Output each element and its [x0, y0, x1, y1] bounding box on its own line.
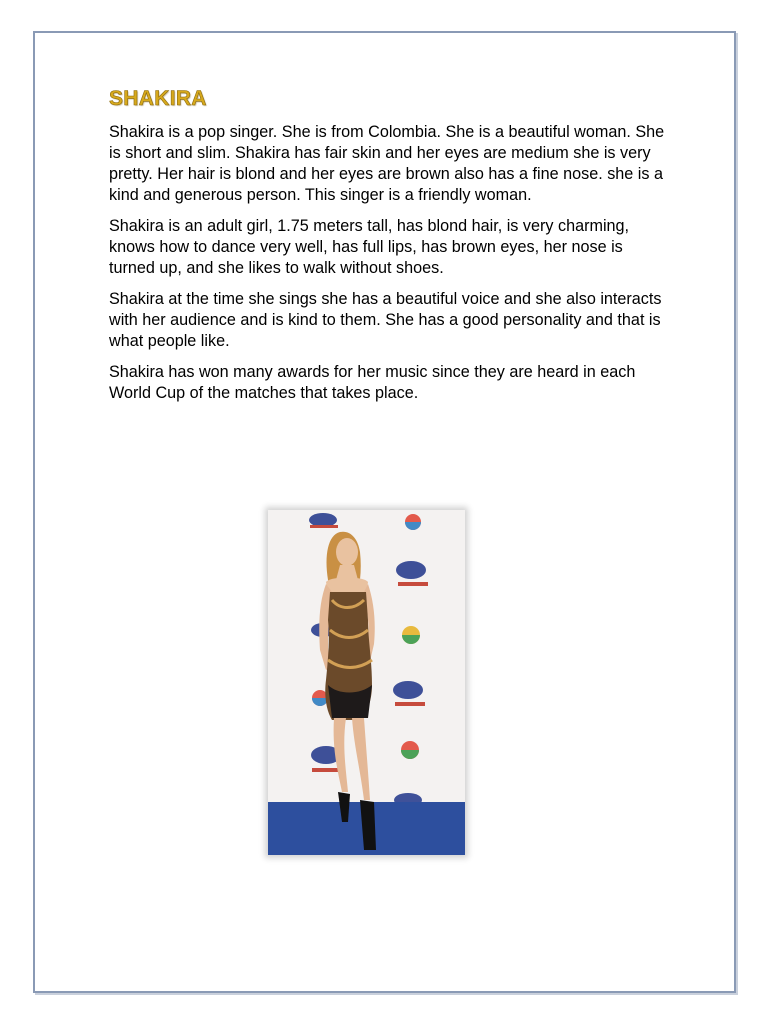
paragraph-2: Shakira is an adult girl, 1.75 meters tall, has blond hair, is very charming, knows how to dance very well, has full lips, has brown eyes, her nose is turned up, and she likes to walk without shoes.	[109, 217, 630, 277]
document-body	[109, 122, 669, 414]
paragraph-4: Shakira has won many awards for her music since they are heard in each World Cup of the matches that takes place.	[109, 363, 636, 402]
document-title: SHAKIRA	[109, 87, 207, 110]
photo-illustration	[268, 510, 465, 855]
paragraph-1: Shakira is a pop singer. She is from Colombia. She is a beautiful woman. She is short and slim. Shakira has fair skin and her eyes are medium she is very pretty. Her hair is blond and her eyes are brown also has a fine nose. she is a kind and generous person. This singer is a friendly woman.	[109, 123, 665, 204]
paragraph-3: Shakira at the time she sings she has a beautiful voice and she also interacts with her audience and is kind to them. She has a good personality and that is what people like.	[109, 290, 662, 350]
singer-photo	[268, 510, 465, 855]
